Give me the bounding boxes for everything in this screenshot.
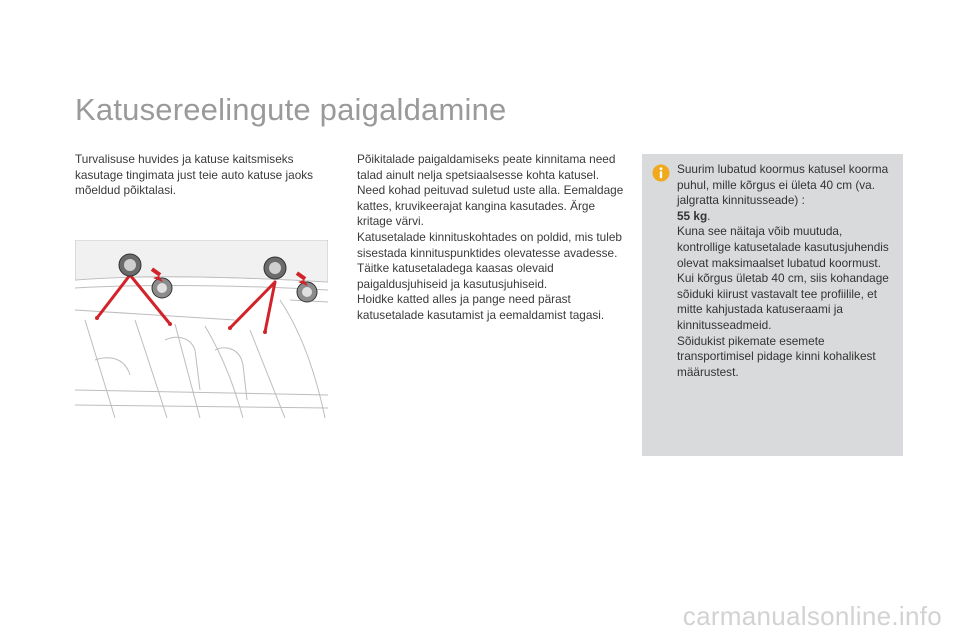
info-lead: Suurim lubatud koormus katusel koorma puhul, mille kõrgus ei ületa 40 cm (va. jalgratta kinnitusseade) : — [677, 162, 889, 208]
intro-text: Turvalisuse huvides ja katuse kaitsmiseks kasutage tingimata just teie auto katuse jaoks mõeldud põiktalasi. — [75, 152, 314, 198]
info-box — [642, 154, 903, 456]
body-text — [357, 152, 625, 324]
info-paragraph: Sõidukist pikemate esemete transportimisel pidage kinni kohalikest määrustest. — [677, 333, 876, 379]
max-load-value: 55 kg — [677, 208, 708, 223]
body-paragraph: Täitke katusetaladega kaasas olevaid paigaldusjuhiseid ja kasutusjuhiseid. — [357, 261, 554, 291]
info-text — [677, 162, 892, 380]
body-paragraph: Katusetalade kinnituskohtades on poldid, mis tuleb sisestada kinnituspunktides olevatesse avadesse. — [357, 229, 622, 260]
body-paragraph: Põikitalade paigaldamiseks peate kinnitama need talad ainult nelja spetsiaalsesse kohta katusel. Need kohad peituvad suletud uste alla. Eemaldage kattes, kruvikeerajat kangina kasutades. Ärge kritage värvi. — [357, 152, 624, 229]
info-icon — [652, 164, 670, 182]
watermark: carmanualsonline.info — [682, 601, 942, 631]
page-title: Katusereelingute paigaldamine — [75, 92, 507, 127]
roof-mount-illustration — [75, 240, 328, 418]
max-load-suffix: . — [707, 208, 711, 223]
info-lead-paragraph — [677, 162, 892, 224]
info-paragraph: Kui kõrgus ületab 40 cm, siis kohandage sõiduki kiirust vastavalt tee profiilile, et mitte kahjustada katuseraami ja kinnitusseadmeid. — [677, 271, 889, 332]
body-paragraph: Hoidke katted alles ja pange need pärast katusetalade kasutamist ja eemaldamist tagasi. — [357, 292, 605, 322]
info-paragraph: Kuna see näitaja võib muutuda, kontrollige katusetalade kasutusjuhendis olevat maksimaalset lubatud koormust. — [677, 224, 889, 270]
